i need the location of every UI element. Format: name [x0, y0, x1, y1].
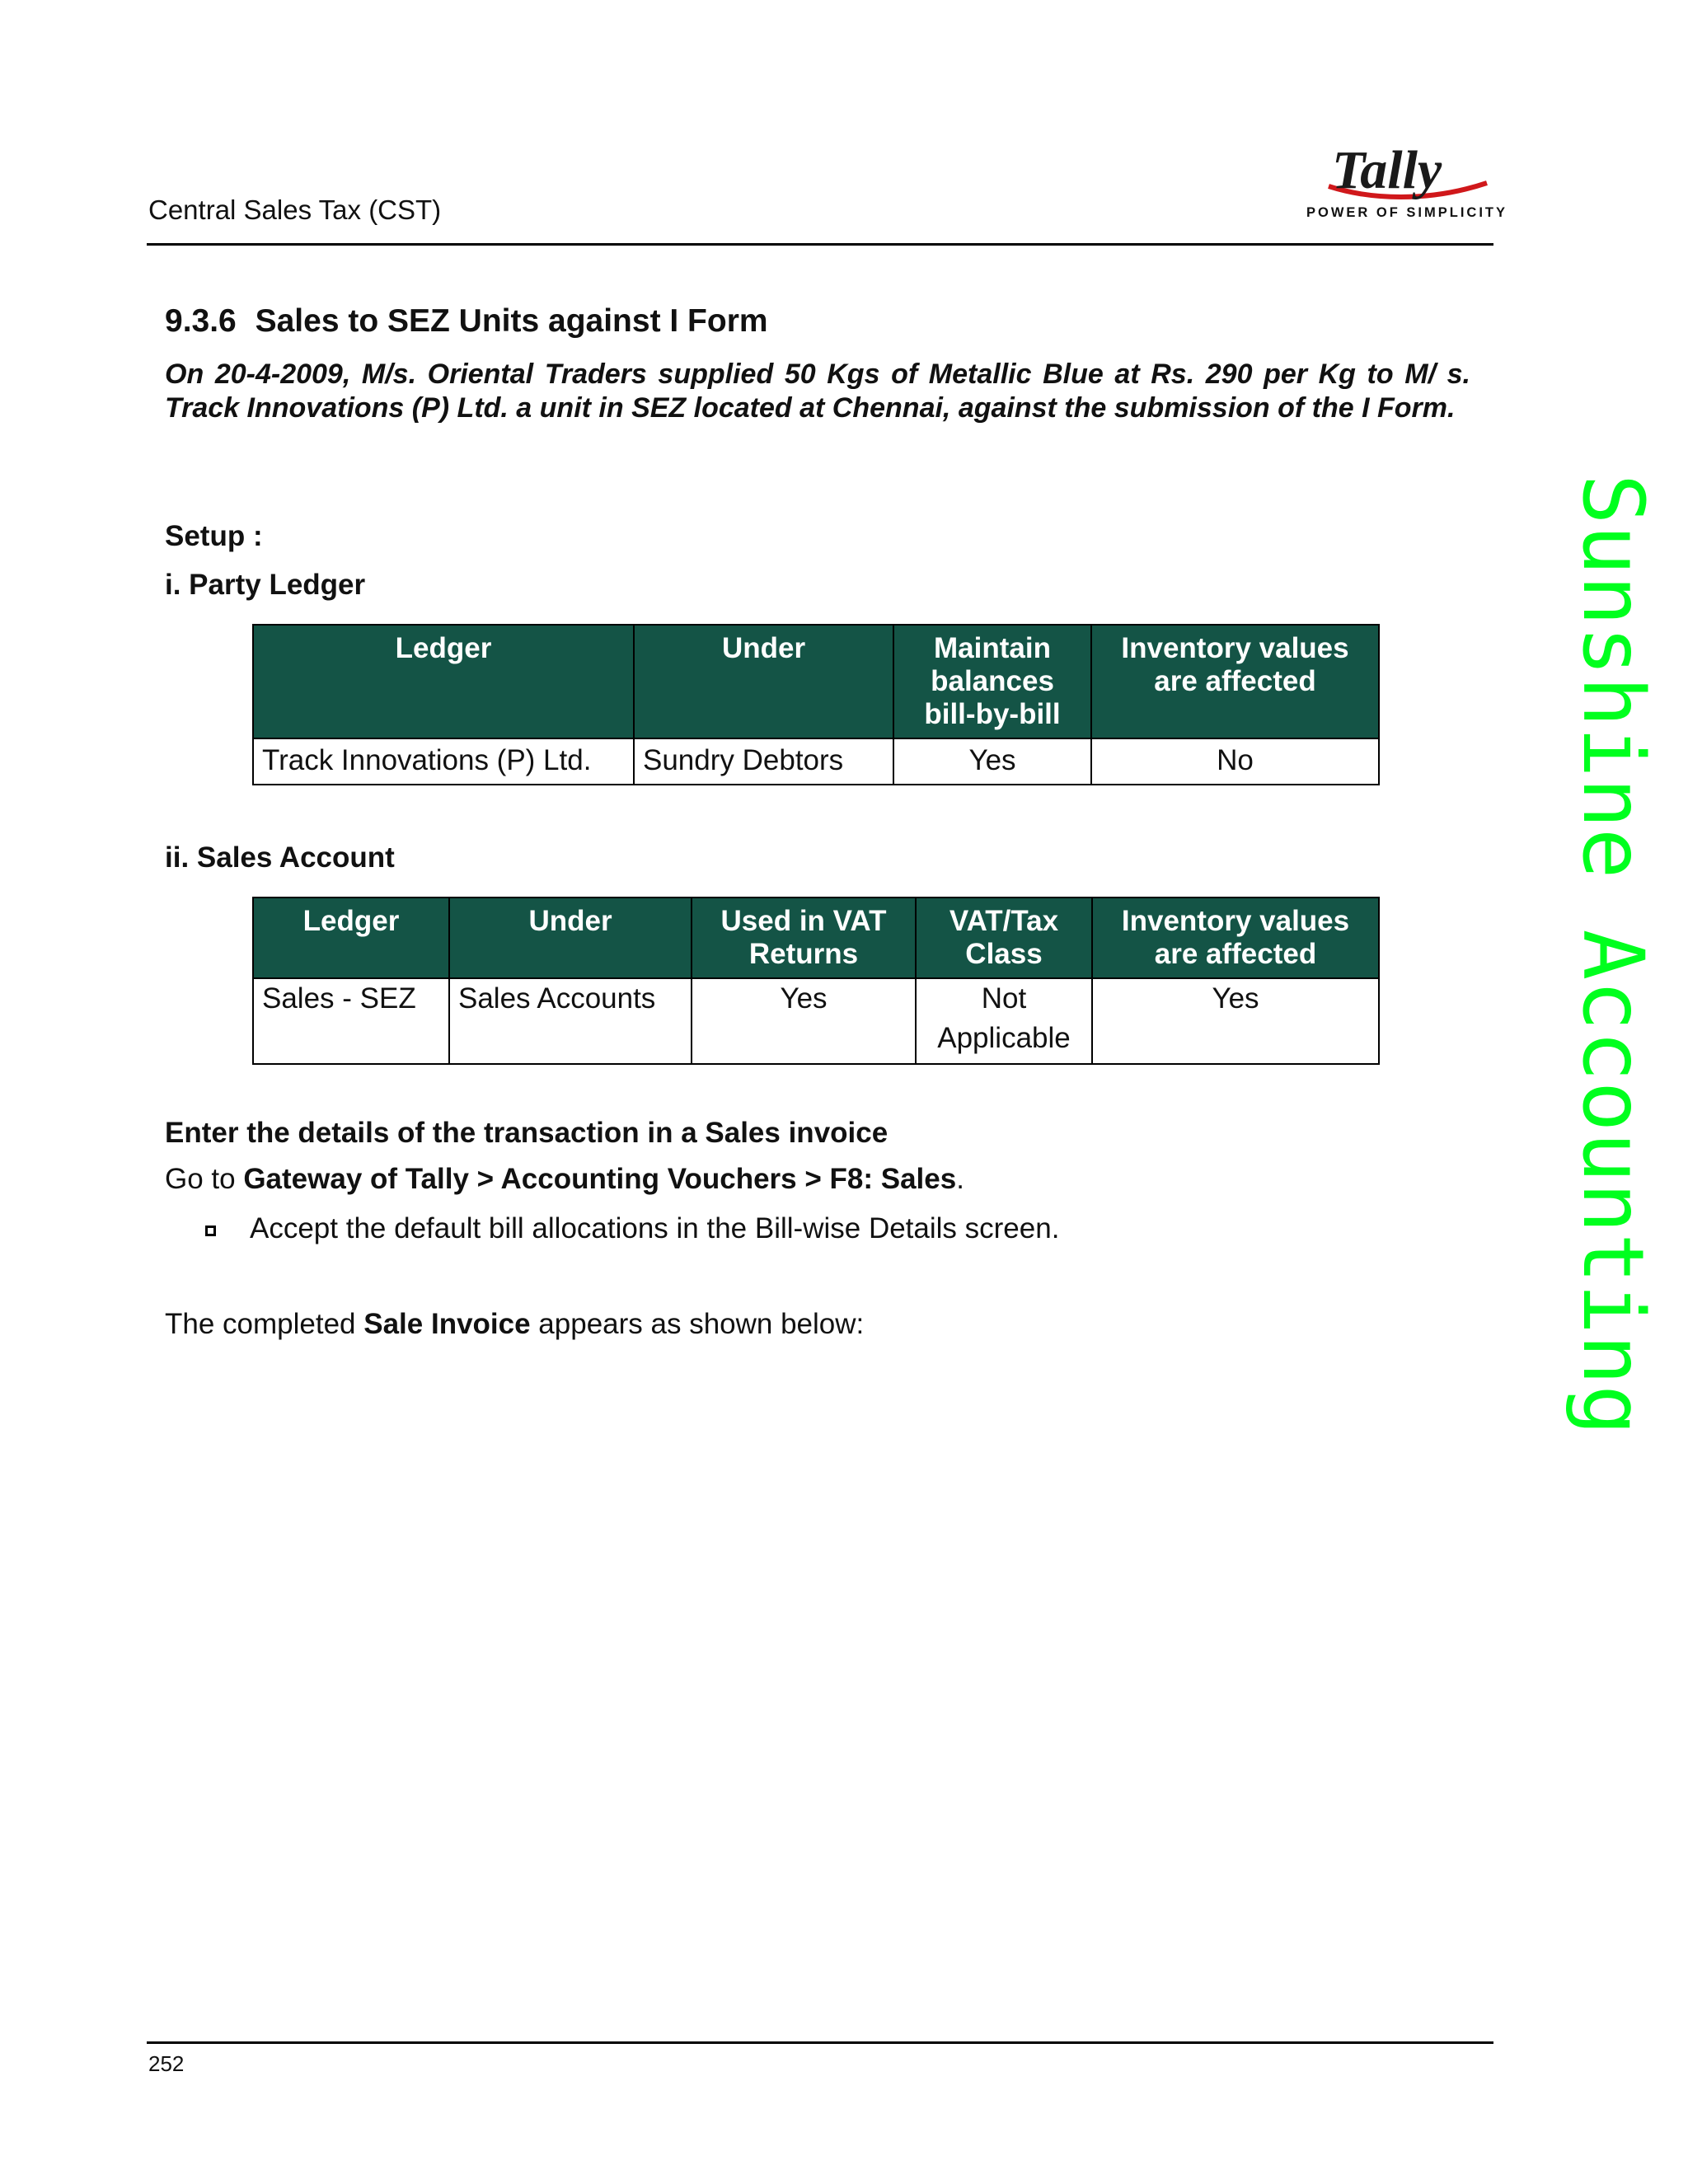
table-row	[253, 738, 1379, 785]
section-heading	[165, 303, 768, 340]
navigation-instruction	[165, 1163, 964, 1196]
table-cell: Track Innovations (P) Ltd.	[253, 738, 634, 785]
table-cell: Not Applicable	[916, 978, 1092, 1064]
completed-bold: Sale Invoice	[363, 1308, 531, 1340]
section-title: Sales to SEZ Units against I Form	[255, 303, 768, 339]
transaction-heading: Enter the details of the transaction in a Sales invoice	[165, 1117, 889, 1149]
table-cell: Sales - SEZ	[253, 978, 449, 1064]
column-header: Under	[634, 625, 893, 738]
party-ledger-heading: i. Party Ledger	[165, 569, 366, 601]
footer-rule	[147, 2041, 1493, 2044]
table-cell: Sales Accounts	[449, 978, 692, 1064]
completed-invoice-note	[165, 1308, 864, 1341]
header-rule	[147, 243, 1493, 246]
table-cell: Sundry Debtors	[634, 738, 893, 785]
column-header: Inventory values are affected	[1091, 625, 1379, 738]
section-number: 9.3.6	[165, 303, 237, 339]
sales-account-table	[252, 897, 1380, 1065]
watermark: Sunshine Accounting	[1564, 474, 1662, 1436]
table-cell: No	[1091, 738, 1379, 785]
setup-heading: Setup :	[165, 520, 263, 552]
bullet-text: Accept the default bill allocations in the Bill-wise Details screen.	[250, 1212, 1060, 1244]
tally-tagline: POWER OF SIMPLICITY	[1306, 205, 1508, 220]
column-header: Under	[449, 898, 692, 978]
table-cell: Yes	[1092, 978, 1379, 1064]
column-header: Inventory values are affected	[1092, 898, 1379, 978]
goto-suffix: .	[956, 1163, 964, 1195]
column-header: Used in VAT Returns	[692, 898, 916, 978]
section-intro: On 20-4-2009, M/s. Oriental Traders supplied 50 Kgs of Metallic Blue at Rs. 290 per Kg to M/ s. Track Innovations (P) Ltd. a unit in SEZ located at Chennai, against the submission of the I Form.	[165, 359, 1470, 424]
column-header: Ledger	[253, 625, 634, 738]
completed-prefix: The completed	[165, 1308, 364, 1340]
completed-suffix: appears as shown below:	[530, 1308, 865, 1340]
column-header: Ledger	[253, 898, 449, 978]
goto-prefix: Go to	[165, 1163, 244, 1195]
table-cell: Yes	[692, 978, 916, 1064]
party-ledger-table	[252, 624, 1380, 785]
sales-account-heading: ii. Sales Account	[165, 841, 395, 874]
table-row	[253, 978, 1379, 1064]
square-bullet-icon	[205, 1226, 216, 1236]
table-header-row	[253, 898, 1379, 978]
page-number: 252	[148, 2051, 185, 2076]
column-header: Maintain balances bill-by-bill	[893, 625, 1091, 738]
table-header-row	[253, 625, 1379, 738]
column-header: VAT/Tax Class	[916, 898, 1092, 978]
chapter-title: Central Sales Tax (CST)	[148, 194, 442, 225]
bullet-item	[205, 1212, 1059, 1245]
menu-path: Gateway of Tally > Accounting Vouchers > F8: Sales	[243, 1163, 957, 1195]
tally-logo-text: Tally	[1332, 140, 1442, 200]
table-cell: Yes	[893, 738, 1091, 785]
